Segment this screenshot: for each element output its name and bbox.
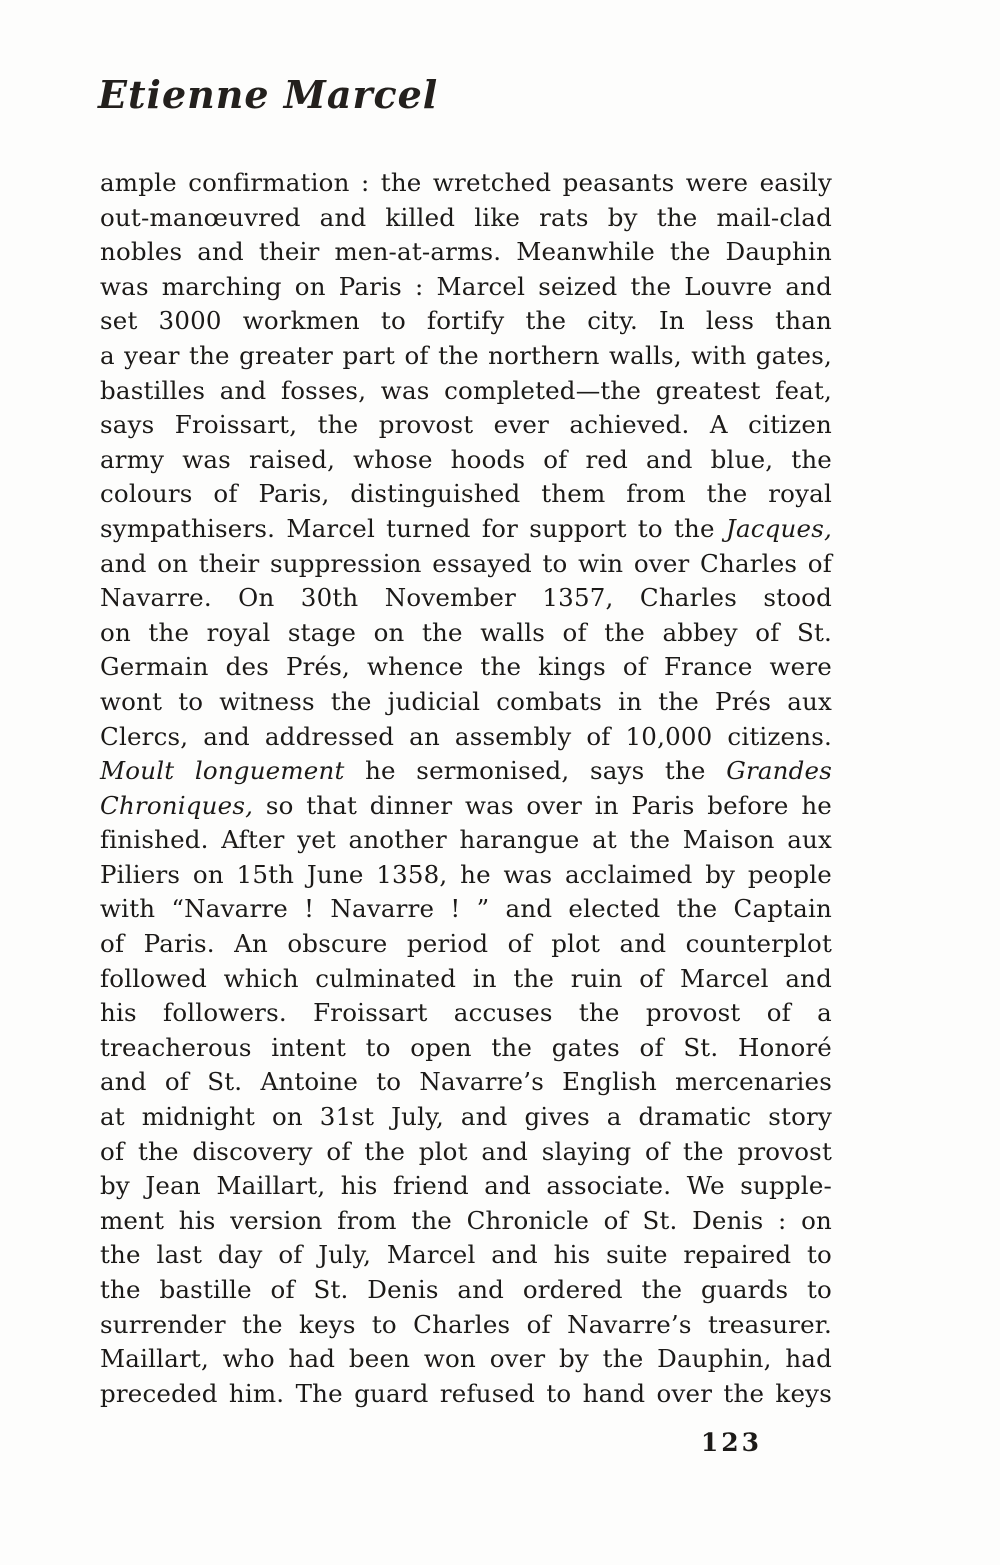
- text-line: [100, 1238, 832, 1273]
- text-segment: by Jean Maillart, his friend and associate. We supple-: [100, 1171, 832, 1201]
- text-line: [100, 1169, 832, 1204]
- text-line: [100, 1031, 832, 1066]
- text-line: [100, 927, 832, 962]
- text-segment: out-manœuvred and killed like rats by the mail-clad: [100, 202, 832, 232]
- text-segment: preceded him. The guard refused to hand over the keys: [100, 1378, 832, 1408]
- text-line: [100, 858, 832, 893]
- text-segment: so that dinner was over in Paris before he: [253, 790, 832, 820]
- text-line: [100, 477, 832, 512]
- text-line: [100, 374, 832, 409]
- text-segment: and on their suppression essayed to win over Charles of: [100, 548, 832, 578]
- text-segment: army was raised, whose hoods of red and blue, the: [100, 444, 832, 474]
- text-segment: his followers. Froissart accuses the provost of a: [100, 998, 832, 1028]
- text-line: [100, 547, 832, 582]
- text-line: [100, 1065, 832, 1100]
- text-segment: the bastille of St. Denis and ordered the guards to: [100, 1275, 832, 1304]
- text-line: [100, 892, 832, 927]
- text-line: [100, 270, 832, 305]
- text-line: [100, 1273, 832, 1308]
- text-line: [100, 996, 832, 1031]
- text-line: [100, 235, 832, 270]
- text-segment: wont to witness the judicial combats in the Prés aux: [100, 686, 832, 716]
- page-number: 123: [700, 1428, 762, 1457]
- text-line: [100, 789, 832, 824]
- text-segment: Navarre. On 30th November 1357, Charles stood: [100, 583, 832, 613]
- text-segment: treacherous intent to open the gates of St. Honoré: [100, 1032, 832, 1062]
- text-line: [100, 962, 832, 997]
- text-segment: ample confirmation : the wretched peasants were easily: [100, 168, 832, 197]
- text-line: [100, 304, 832, 339]
- italic-text-segment: Jacques,: [725, 513, 832, 543]
- text-line: [100, 823, 832, 858]
- text-segment: bastilles and fosses, was completed—the greatest feat,: [100, 375, 832, 405]
- text-line: [100, 720, 832, 755]
- text-line: [100, 443, 832, 478]
- text-line: [100, 339, 832, 374]
- text-line: [100, 650, 832, 685]
- text-line: [100, 1308, 832, 1343]
- text-segment: with “Navarre ! Navarre ! ” and elected the Captain: [100, 894, 832, 924]
- text-segment: of Paris. An obscure period of plot and counterplot: [100, 929, 832, 959]
- text-segment: finished. After yet another harangue at the Maison aux: [100, 825, 832, 855]
- italic-text-segment: Chroniques,: [100, 790, 254, 820]
- text-segment: the last day of July, Marcel and his suite repaired to: [100, 1240, 832, 1270]
- text-segment: Clercs, and addressed an assembly of 10,000 citizens.: [100, 721, 832, 751]
- italic-text-segment: Moult longuement: [100, 756, 345, 786]
- text-line: [100, 581, 832, 616]
- text-segment: ment his version from the Chronicle of St. Denis : on: [100, 1205, 832, 1235]
- text-line: [100, 685, 832, 720]
- text-line: [100, 1135, 832, 1170]
- text-segment: Maillart, who had been won over by the Dauphin, had: [100, 1344, 832, 1374]
- text-line: [100, 616, 832, 651]
- text-segment: Piliers on 15th June 1358, he was acclaimed by people: [100, 859, 832, 889]
- text-segment: nobles and their men-at-arms. Meanwhile the Dauphin: [100, 237, 832, 267]
- text-segment: colours of Paris, distinguished them from the royal: [100, 479, 832, 509]
- italic-text-segment: Grandes: [726, 756, 833, 786]
- text-segment: says Froissart, the provost ever achieved. A citizen: [100, 410, 832, 440]
- text-line: [100, 1377, 832, 1412]
- text-block: [100, 166, 832, 1411]
- text-segment: he sermonised, says the: [344, 756, 727, 786]
- text-line: [100, 201, 832, 236]
- text-segment: at midnight on 31st July, and gives a dramatic story: [100, 1102, 832, 1132]
- text-segment: followed which culminated in the ruin of Marcel and: [100, 963, 832, 993]
- text-line: [100, 166, 832, 201]
- text-segment: Germain des Prés, whence the kings of France were: [100, 652, 832, 682]
- text-line: [100, 754, 832, 789]
- text-segment: and of St. Antoine to Navarre’s English mercenaries: [100, 1067, 832, 1097]
- text-segment: sympathisers. Marcel turned for support to the: [100, 513, 726, 543]
- text-line: [100, 512, 832, 547]
- text-segment: was marching on Paris : Marcel seized the Louvre and: [100, 271, 832, 301]
- text-line: [100, 1100, 832, 1135]
- text-segment: on the royal stage on the walls of the abbey of St.: [100, 617, 832, 647]
- text-line: [100, 1204, 832, 1239]
- text-segment: surrender the keys to Charles of Navarre’s treasurer.: [100, 1309, 832, 1339]
- text-segment: a year the greater part of the northern walls, with gates,: [100, 340, 832, 370]
- text-segment: set 3000 workmen to fortify the city. In less than: [100, 306, 832, 336]
- text-segment: of the discovery of the plot and slaying of the provost: [100, 1136, 832, 1166]
- text-line: [100, 408, 832, 443]
- page-title: Etienne Marcel: [98, 72, 439, 117]
- text-line: [100, 1342, 832, 1377]
